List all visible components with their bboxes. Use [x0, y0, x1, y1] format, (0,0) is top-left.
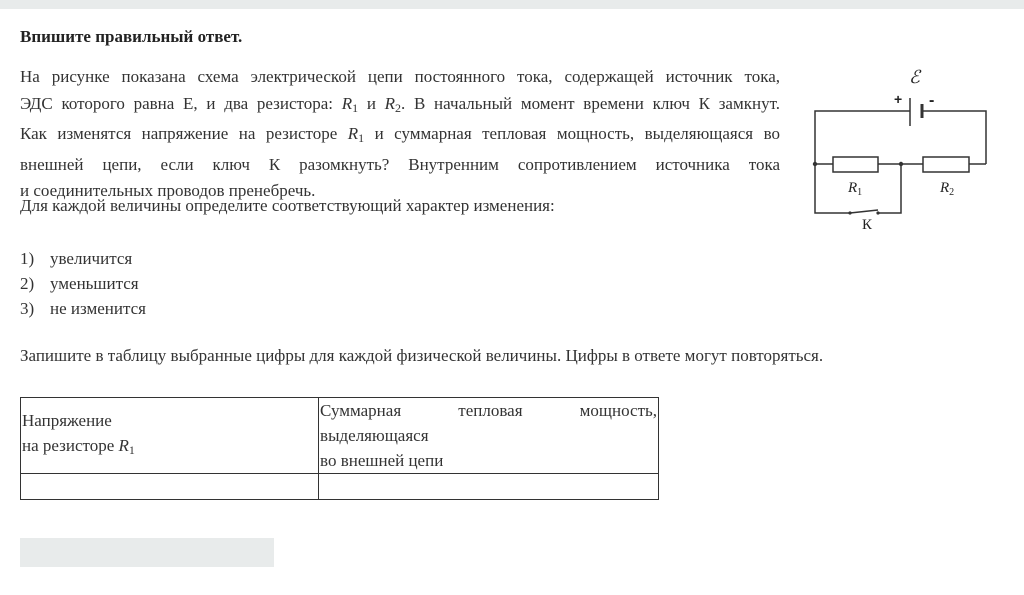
option-item: 3) не изменится: [20, 299, 146, 318]
problem-line-4: внешней цепи, если ключ К разомкнуть? Внутренним сопротивлением источника тока: [20, 154, 780, 174]
task-title: Впишите правильный ответ.: [20, 27, 243, 46]
label-r1: $R_1$: [848, 180, 863, 198]
instruction-text: Для каждой величины определите соответствующий характер изменения:: [20, 196, 555, 215]
emf-label: ℰ: [909, 67, 920, 87]
circuit-wire-top: [815, 111, 910, 164]
label-key: К: [862, 217, 873, 233]
resistor-r2: [923, 157, 969, 172]
battery-plus: +: [894, 91, 903, 107]
option-item: 2) уменьшится: [20, 274, 139, 293]
label-r2: $R_2$: [940, 180, 955, 198]
answer-cell-voltage[interactable]: [21, 474, 319, 500]
key-switch: [850, 210, 878, 213]
problem-text: [20, 64, 780, 205]
problem-line-5: и соединительных проводов пренебречь.: [20, 181, 316, 200]
table-header-power: Суммарная тепловая мощность, выделяющаяся во внешней цепи: [319, 398, 659, 474]
problem-line-1: На рисунке показана схема электрической цепи постоянного тока, содержащей источник тока,: [20, 67, 780, 86]
table-instruction: Запишите в таблицу выбранные цифры для каждой физической величины. Цифры в ответе могут повторяться.: [20, 346, 824, 365]
table-header-voltage: Напряжение на резисторе $R_1$: [21, 398, 319, 474]
problem-line-3: Как изменятся напряжение на резисторе $R_1$ и суммарная тепловая мощность, выделяющаяся во: [20, 124, 780, 145]
options-list: [20, 246, 146, 321]
circuit-diagram: [800, 60, 1000, 240]
problem-line-2: ЭДС которого равна Е, и два резистора: $R_1$ и $R_2$. В начальный момент времени ключ К замкнут.: [20, 93, 780, 115]
answer-cell-power[interactable]: [319, 474, 659, 500]
top-bar: [0, 0, 1024, 9]
resistor-r1: [833, 157, 878, 172]
battery-minus: -: [929, 92, 935, 109]
option-item: 1) увеличится: [20, 249, 133, 268]
circuit-wire-top-right: [922, 111, 986, 164]
answer-input-bar[interactable]: [20, 538, 274, 567]
answer-table: [20, 397, 659, 500]
